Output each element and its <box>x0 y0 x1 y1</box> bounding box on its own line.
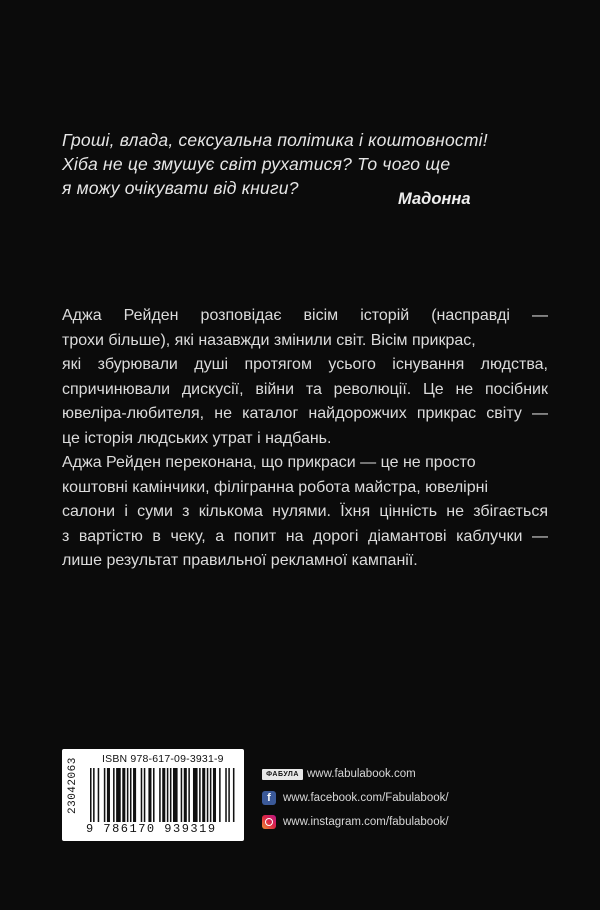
publisher-links <box>262 764 582 836</box>
barcode-bar <box>133 768 136 822</box>
barcode-bar <box>207 768 209 822</box>
barcode-bar <box>213 768 216 822</box>
barcode-bar <box>116 768 121 822</box>
barcode-bar <box>153 768 155 822</box>
facebook-link[interactable]: www.facebook.com/Fabulabook/ <box>283 792 449 804</box>
barcode-bar <box>162 768 165 822</box>
description-line: трохи більше), які назавжди змінили світ. Вісім прикрас, <box>62 331 476 349</box>
barcode-bar <box>144 768 146 822</box>
isbn-barcode <box>62 749 244 841</box>
barcode-bar <box>98 768 100 822</box>
barcode-bar <box>188 768 190 822</box>
barcode-bar <box>159 768 161 822</box>
quote-author: Мадонна <box>398 190 471 208</box>
barcode-bar <box>219 768 221 822</box>
barcode-bar <box>173 768 178 822</box>
book-description <box>62 304 548 574</box>
barcode-bar <box>228 768 230 822</box>
description-line: ювеліра-любителя, не каталог найдорожчих прикрас світу — <box>62 405 548 422</box>
barcode-bar <box>210 768 212 822</box>
barcode-bar <box>113 768 115 822</box>
description-line: салони і суми з кількома нулями. Їхня цінність не збігається <box>62 503 548 520</box>
quote-line: Хіба не це змушує світ рухатися? То чого ще <box>62 154 451 174</box>
barcode-bar <box>170 768 172 822</box>
barcode-bar <box>181 768 183 822</box>
facebook-icon: f <box>262 791 276 805</box>
description-line: Аджа Рейден переконана, що прикраси — це не просто <box>62 454 476 471</box>
barcode-bar <box>107 768 110 822</box>
barcode-bar <box>225 768 227 822</box>
description-line: лише результат правильної рекламної кампанії. <box>62 552 418 569</box>
barcode-side-code: 23042063 <box>67 757 79 815</box>
description-line: спричинювали дискусії, війни та революції. Це не посібник <box>62 380 548 398</box>
barcode-bar <box>184 768 187 822</box>
description-line: Аджа Рейден розповідає вісім історій (насправді — <box>62 307 548 324</box>
barcode-bar <box>130 768 132 822</box>
quote-line: я можу очікувати від книги? <box>62 178 299 198</box>
barcode-bar <box>199 768 201 822</box>
description-line: це історія людських утрат і надбань. <box>62 429 332 447</box>
barcode-bar <box>127 768 129 822</box>
barcode-bar <box>104 768 106 822</box>
barcode-bar <box>167 768 169 822</box>
barcode-bar <box>148 768 151 822</box>
instagram-row <box>262 812 582 832</box>
website-link[interactable]: www.fabulabook.com <box>307 768 416 780</box>
barcode-bars <box>90 768 236 822</box>
website-row <box>262 764 582 784</box>
barcode-bar <box>90 768 92 822</box>
barcode-bar <box>202 768 205 822</box>
quote-line: Гроші, влада, сексуальна політика і коштовності! <box>62 130 488 150</box>
instagram-icon <box>262 815 276 829</box>
barcode-bar <box>193 768 198 822</box>
barcode-bar <box>141 768 143 822</box>
facebook-row <box>262 788 582 808</box>
barcode-bar <box>122 768 125 822</box>
description-line: з вартістю в чеку, а попит на дорогі діамантові каблучки — <box>62 527 548 545</box>
description-line: коштовні камінчики, філігранна робота майстра, ювелірні <box>62 478 489 496</box>
description-line: які збурювали душі протягом усього існування людства, <box>62 356 548 373</box>
instagram-link[interactable]: www.instagram.com/fabulabook/ <box>283 816 449 828</box>
publisher-logo: ФАБУЛА <box>262 769 303 780</box>
isbn-label: ISBN 978-617-09-3931-9 <box>102 753 224 765</box>
barcode-bar <box>93 768 95 822</box>
barcode-bar <box>233 768 235 822</box>
ean-number: 9 786170 939319 <box>86 822 217 836</box>
